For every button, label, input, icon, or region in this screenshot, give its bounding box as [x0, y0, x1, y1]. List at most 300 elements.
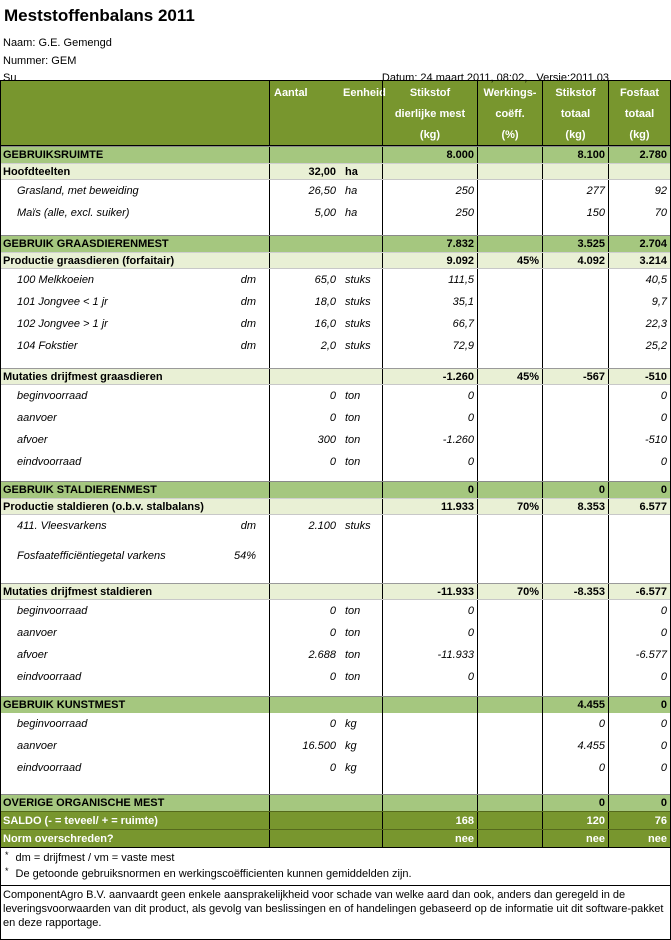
cell-eenheid: ton	[345, 456, 361, 468]
cell-label	[1, 482, 269, 498]
cell-stikstof-dierlijke-mest: 0	[382, 451, 477, 473]
cell-werkingscoeff	[477, 735, 542, 757]
cell-label	[1, 812, 269, 829]
table-row	[1, 335, 670, 357]
cell-werkingscoeff	[477, 757, 542, 779]
cell-stikstof-dierlijke-mest: 168	[382, 812, 477, 829]
cell-aantal	[269, 688, 339, 696]
cell-fosfaat-totaal: nee	[608, 830, 670, 847]
cell-werkingscoeff	[477, 622, 542, 644]
cell-stikstof-dierlijke-mest: 0	[382, 666, 477, 688]
cell-stikstof-dierlijke-mest	[382, 779, 477, 794]
cell-label	[1, 313, 269, 335]
cell-werkingscoeff	[477, 697, 542, 713]
table-row	[1, 252, 670, 269]
cell-stikstof-dierlijke-mest	[382, 515, 477, 537]
cell-aantal: 18,0	[269, 291, 339, 313]
cell-label	[1, 499, 269, 514]
cell-stikstof-dierlijke-mest: 111,5	[382, 269, 477, 291]
page-title: Meststoffenbalans 2011	[4, 6, 195, 25]
spacer-row	[1, 357, 670, 368]
row-label: GEBRUIKSRUIMTE	[3, 149, 104, 161]
cell-stikstof-totaal	[542, 666, 608, 688]
cell-werkingscoeff	[477, 269, 542, 291]
cell-eenheid: ha	[345, 207, 358, 219]
row-label: Hoofdteelten	[3, 165, 71, 178]
cell-fosfaat-totaal: 0	[608, 385, 670, 407]
cell-aantal	[269, 224, 339, 235]
row-label: Productie staldieren (o.b.v. stalbalans)	[3, 500, 204, 513]
table-row	[1, 583, 670, 600]
cell-aantal: 0	[269, 600, 339, 622]
table-row	[1, 794, 670, 811]
row-label: Fosfaatefficiëntiegetal varkens	[17, 550, 166, 562]
header-line: Stikstof	[555, 87, 596, 99]
header-line: Fosfaat	[619, 87, 660, 99]
table-row	[1, 407, 670, 429]
column-header-fosfaat-totaal	[608, 81, 670, 145]
cell-stikstof-dierlijke-mest	[382, 735, 477, 757]
row-label: afvoer	[17, 434, 48, 446]
cell-stikstof-dierlijke-mest: -1.260	[382, 369, 477, 384]
table-row	[1, 269, 670, 291]
cell-label	[1, 795, 269, 811]
cell-stikstof-totaal	[542, 515, 608, 537]
cell-fosfaat-totaal: -510	[608, 429, 670, 451]
cell-eenheid: stuks	[345, 520, 371, 532]
cell-fosfaat-totaal: 40,5	[608, 269, 670, 291]
cell-werkingscoeff: 45%	[477, 253, 542, 268]
cell-stikstof-dierlijke-mest	[382, 688, 477, 696]
cell-stikstof-totaal: 150	[542, 202, 608, 224]
cell-label	[1, 369, 269, 384]
column-header-stikstof-dierlijke-mest	[382, 81, 477, 145]
cell-fosfaat-totaal: 0	[608, 713, 670, 735]
name-label: Naam:	[3, 37, 36, 49]
cell-label	[1, 147, 269, 163]
cell-label	[1, 164, 269, 179]
cell-stikstof-totaal	[542, 269, 608, 291]
cell-stikstof-totaal	[542, 357, 608, 368]
table-row	[1, 696, 670, 713]
cell-stikstof-dierlijke-mest: 8.000	[382, 147, 477, 163]
cell-stikstof-dierlijke-mest	[382, 473, 477, 481]
cell-fosfaat-totaal	[608, 515, 670, 537]
cell-fosfaat-totaal: 0	[608, 697, 670, 713]
cell-label	[1, 666, 269, 688]
cell-fosfaat-totaal	[608, 164, 670, 179]
cell-eenheid	[339, 830, 382, 847]
table-row	[1, 498, 670, 515]
cell-aantal	[269, 253, 339, 268]
cell-fosfaat-totaal: 0	[608, 600, 670, 622]
column-header-label	[1, 81, 269, 145]
header-line: Werkings-	[483, 87, 537, 99]
cell-fosfaat-totaal: 0	[608, 666, 670, 688]
cell-label	[1, 357, 269, 368]
cell-fosfaat-totaal: 0	[608, 795, 670, 811]
cell-fosfaat-totaal	[608, 224, 670, 235]
cell-werkingscoeff	[477, 224, 542, 235]
cell-stikstof-totaal	[542, 600, 608, 622]
cell-werkingscoeff	[477, 451, 542, 473]
cell-fosfaat-totaal	[608, 473, 670, 481]
table-row	[1, 163, 670, 180]
cell-werkingscoeff	[477, 236, 542, 252]
footnote-text: De getoonde gebruiksnormen en werkingscoëfficienten kunnen gemiddelden zijn.	[15, 868, 412, 880]
cell-aantal: 300	[269, 429, 339, 451]
column-header-stikstof-totaal	[542, 81, 608, 145]
row-label: beginvoorraad	[17, 390, 88, 402]
dm-indicator: dm	[240, 274, 256, 286]
cell-stikstof-dierlijke-mest: 0	[382, 385, 477, 407]
cell-fosfaat-totaal: 0	[608, 407, 670, 429]
cell-stikstof-dierlijke-mest	[382, 164, 477, 179]
name-value: G.E. Gemengd	[38, 37, 112, 49]
cell-werkingscoeff: 45%	[477, 369, 542, 384]
cell-stikstof-totaal	[542, 567, 608, 583]
cell-eenheid	[339, 545, 382, 567]
cell-werkingscoeff	[477, 407, 542, 429]
cell-label	[1, 584, 269, 599]
table-row	[1, 146, 670, 163]
cell-werkingscoeff	[477, 482, 542, 498]
dm-indicator: 54%	[233, 550, 256, 562]
cell-eenheid: ton	[345, 434, 361, 446]
cell-eenheid	[339, 369, 382, 384]
cell-aantal: 0	[269, 385, 339, 407]
cell-eenheid	[339, 537, 382, 545]
table-row	[1, 600, 670, 622]
cell-stikstof-dierlijke-mest	[382, 357, 477, 368]
cell-label	[1, 779, 269, 794]
cell-aantal	[269, 779, 339, 794]
cell-aantal: 16,0	[269, 313, 339, 335]
cell-eenheid	[339, 567, 382, 583]
header-line: totaal	[624, 108, 655, 120]
cell-eenheid	[339, 812, 382, 829]
cell-stikstof-totaal: 4.455	[542, 735, 608, 757]
row-label: 411. Vleesvarkens	[17, 520, 107, 532]
cell-stikstof-totaal: 277	[542, 180, 608, 202]
cell-stikstof-totaal	[542, 164, 608, 179]
cell-stikstof-totaal	[542, 407, 608, 429]
cell-stikstof-dierlijke-mest	[382, 224, 477, 235]
cell-aantal: 0	[269, 713, 339, 735]
cell-fosfaat-totaal: -6.577	[608, 584, 670, 599]
cell-werkingscoeff	[477, 600, 542, 622]
cell-werkingscoeff: 70%	[477, 584, 542, 599]
cell-fosfaat-totaal: 0	[608, 757, 670, 779]
spacer-row	[1, 688, 670, 696]
cell-aantal: 2.100	[269, 515, 339, 537]
cell-werkingscoeff	[477, 202, 542, 224]
row-label: OVERIGE ORGANISCHE MEST	[3, 797, 165, 809]
cell-aantal	[269, 369, 339, 384]
row-label: aanvoer	[17, 627, 57, 639]
cell-werkingscoeff	[477, 666, 542, 688]
cell-aantal: 32,00	[269, 164, 339, 179]
cell-eenheid: stuks	[345, 296, 371, 308]
cell-stikstof-dierlijke-mest: -11.933	[382, 644, 477, 666]
cell-aantal: 2.688	[269, 644, 339, 666]
number-line	[3, 52, 671, 70]
cell-fosfaat-totaal: 70	[608, 202, 670, 224]
cell-eenheid	[339, 688, 382, 696]
table-row	[1, 313, 670, 335]
cell-stikstof-totaal: 8.353	[542, 499, 608, 514]
cell-eenheid	[339, 584, 382, 599]
cell-werkingscoeff	[477, 180, 542, 202]
cell-stikstof-totaal: -8.353	[542, 584, 608, 599]
cell-fosfaat-totaal: 9,7	[608, 291, 670, 313]
table-row	[1, 713, 670, 735]
cell-eenheid	[339, 473, 382, 481]
cell-fosfaat-totaal	[608, 567, 670, 583]
cell-fosfaat-totaal	[608, 688, 670, 696]
cell-aantal: 2,0	[269, 335, 339, 357]
table-row	[1, 180, 670, 202]
cell-eenheid	[339, 499, 382, 514]
cell-werkingscoeff	[477, 164, 542, 179]
cell-fosfaat-totaal	[608, 545, 670, 567]
su-label: Su	[3, 72, 17, 84]
cell-aantal: 0	[269, 451, 339, 473]
cell-aantal	[269, 482, 339, 498]
header-line: totaal	[560, 108, 591, 120]
table-row	[1, 757, 670, 779]
table-row	[1, 385, 670, 407]
table-row	[1, 451, 670, 473]
cell-fosfaat-totaal: 92	[608, 180, 670, 202]
cell-stikstof-totaal	[542, 224, 608, 235]
cell-stikstof-totaal	[542, 545, 608, 567]
table-row	[1, 829, 670, 847]
cell-stikstof-dierlijke-mest: -1.260	[382, 429, 477, 451]
dm-indicator: dm	[240, 520, 256, 532]
cell-aantal: 26,50	[269, 180, 339, 202]
table-row	[1, 545, 670, 567]
footnote-dm	[5, 851, 670, 867]
row-label: GEBRUIK STALDIERENMEST	[3, 484, 157, 496]
cell-aantal: 65,0	[269, 269, 339, 291]
cell-aantal: 0	[269, 622, 339, 644]
cell-stikstof-dierlijke-mest	[382, 795, 477, 811]
table-row	[1, 735, 670, 757]
spacer-row	[1, 567, 670, 583]
cell-werkingscoeff	[477, 335, 542, 357]
cell-stikstof-dierlijke-mest: 0	[382, 407, 477, 429]
cell-label	[1, 291, 269, 313]
cell-stikstof-dierlijke-mest: nee	[382, 830, 477, 847]
row-label: 100 Melkkoeien	[17, 274, 95, 286]
cell-eenheid	[339, 253, 382, 268]
cell-label	[1, 407, 269, 429]
cell-stikstof-totaal	[542, 451, 608, 473]
report-frame	[0, 80, 671, 940]
row-label: Maïs (alle, excl. suiker)	[17, 207, 130, 219]
table-row	[1, 644, 670, 666]
cell-aantal: 16.500	[269, 735, 339, 757]
footnote-norms	[5, 867, 670, 883]
cell-stikstof-totaal: 0	[542, 795, 608, 811]
cell-label	[1, 224, 269, 235]
cell-stikstof-dierlijke-mest	[382, 713, 477, 735]
row-label: 104 Fokstier	[17, 340, 78, 352]
row-label: eindvoorraad	[17, 671, 82, 683]
cell-eenheid	[339, 697, 382, 713]
table-row	[1, 811, 670, 829]
row-label: eindvoorraad	[17, 762, 82, 774]
cell-label	[1, 202, 269, 224]
cell-stikstof-totaal	[542, 779, 608, 794]
cell-aantal	[269, 545, 339, 567]
cell-stikstof-totaal: 0	[542, 482, 608, 498]
cell-aantal	[269, 697, 339, 713]
row-label: aanvoer	[17, 740, 57, 752]
cell-label	[1, 545, 269, 567]
cell-stikstof-totaal: 4.092	[542, 253, 608, 268]
cell-label	[1, 697, 269, 713]
cell-aantal	[269, 795, 339, 811]
header-line: Stikstof	[409, 87, 451, 99]
row-label: Mutaties drijfmest staldieren	[3, 585, 153, 598]
dm-indicator: dm	[240, 296, 256, 308]
cell-fosfaat-totaal: 0	[608, 735, 670, 757]
spacer-row	[1, 224, 670, 235]
table-row	[1, 368, 670, 385]
cell-stikstof-dierlijke-mest: 250	[382, 202, 477, 224]
header-line: (%)	[501, 129, 519, 141]
footnotes	[1, 848, 670, 885]
cell-werkingscoeff	[477, 429, 542, 451]
cell-fosfaat-totaal: 2.704	[608, 236, 670, 252]
cell-aantal	[269, 812, 339, 829]
cell-label	[1, 622, 269, 644]
table-row	[1, 515, 670, 537]
cell-eenheid: ha	[345, 185, 358, 197]
cell-aantal: 0	[269, 407, 339, 429]
cell-werkingscoeff	[477, 357, 542, 368]
cell-eenheid: ton	[345, 605, 361, 617]
column-header-aantal: Aantal	[269, 81, 339, 145]
cell-label	[1, 269, 269, 291]
row-label: 101 Jongvee < 1 jr	[17, 296, 108, 308]
cell-eenheid: ton	[345, 627, 361, 639]
cell-label	[1, 830, 269, 847]
cell-aantal	[269, 473, 339, 481]
cell-aantal	[269, 147, 339, 163]
cell-werkingscoeff	[477, 567, 542, 583]
cell-werkingscoeff	[477, 291, 542, 313]
cell-aantal	[269, 584, 339, 599]
cell-stikstof-dierlijke-mest: 0	[382, 622, 477, 644]
cell-aantal	[269, 567, 339, 583]
cell-label	[1, 600, 269, 622]
cell-fosfaat-totaal	[608, 357, 670, 368]
column-header-werkingscoeff	[477, 81, 542, 145]
cell-werkingscoeff	[477, 713, 542, 735]
cell-label	[1, 451, 269, 473]
cell-stikstof-totaal: 0	[542, 757, 608, 779]
cell-werkingscoeff	[477, 515, 542, 537]
cell-label	[1, 473, 269, 481]
report-header	[0, 0, 671, 84]
row-label: beginvoorraad	[17, 605, 88, 617]
table-row	[1, 429, 670, 451]
cell-eenheid: stuks	[345, 318, 371, 330]
cell-fosfaat-totaal: 25,2	[608, 335, 670, 357]
cell-werkingscoeff	[477, 313, 542, 335]
row-label: Norm overschreden?	[3, 832, 114, 845]
cell-stikstof-dierlijke-mest: -11.933	[382, 584, 477, 599]
cell-stikstof-dierlijke-mest	[382, 537, 477, 545]
spacer-row	[1, 537, 670, 545]
cell-werkingscoeff	[477, 812, 542, 829]
row-label: SALDO (- = teveel/ + = ruimte)	[3, 814, 158, 827]
row-label: 102 Jongvee > 1 jr	[17, 318, 108, 330]
cell-aantal	[269, 537, 339, 545]
cell-stikstof-totaal	[542, 473, 608, 481]
cell-stikstof-totaal	[542, 429, 608, 451]
cell-werkingscoeff	[477, 688, 542, 696]
cell-eenheid	[339, 236, 382, 252]
cell-eenheid: ha	[345, 165, 358, 178]
column-header-eenheid: Eenheid	[343, 87, 386, 99]
cell-werkingscoeff	[477, 473, 542, 481]
cell-label	[1, 515, 269, 537]
cell-fosfaat-totaal	[608, 779, 670, 794]
cell-label	[1, 735, 269, 757]
cell-aantal: 0	[269, 666, 339, 688]
row-label: eindvoorraad	[17, 456, 82, 468]
cell-eenheid: stuks	[345, 274, 371, 286]
disclaimer-text: ComponentAgro B.V. aanvaardt geen enkele aansprakelijkheid voor schade van welke aard dan ook, anders dan geregeld in de leveringsvoorwaarden van dit product, als gevolg van beslissingen en of handelingen gebaseerd op de informatie uit dit software-pakket en deze rapportage.	[1, 885, 670, 940]
table-row	[1, 291, 670, 313]
number-value: GEM	[51, 55, 77, 67]
row-label: Productie graasdieren (forfaitair)	[3, 254, 175, 267]
spacer-row	[1, 779, 670, 794]
dm-indicator: dm	[240, 340, 256, 352]
cell-stikstof-totaal: 3.525	[542, 236, 608, 252]
cell-stikstof-dierlijke-mest: 250	[382, 180, 477, 202]
cell-fosfaat-totaal: 76	[608, 812, 670, 829]
cell-stikstof-totaal: nee	[542, 830, 608, 847]
row-label: afvoer	[17, 649, 48, 661]
name-line	[3, 34, 671, 52]
cell-stikstof-dierlijke-mest	[382, 567, 477, 583]
cell-werkingscoeff	[477, 545, 542, 567]
cell-eenheid	[339, 795, 382, 811]
table-row	[1, 666, 670, 688]
cell-fosfaat-totaal: 0	[608, 622, 670, 644]
number-label: Nummer:	[3, 55, 49, 67]
header-line: (kg)	[419, 129, 441, 141]
row-label: GEBRUIK GRAASDIERENMEST	[3, 238, 169, 250]
cell-stikstof-totaal	[542, 622, 608, 644]
cell-aantal	[269, 830, 339, 847]
row-label: beginvoorraad	[17, 718, 88, 730]
cell-stikstof-dierlijke-mest: 0	[382, 600, 477, 622]
row-label: Grasland, met beweiding	[17, 185, 139, 197]
cell-eenheid	[339, 482, 382, 498]
cell-werkingscoeff	[477, 147, 542, 163]
table-row	[1, 622, 670, 644]
cell-label	[1, 757, 269, 779]
cell-fosfaat-totaal: 0	[608, 451, 670, 473]
cell-eenheid: kg	[345, 762, 357, 774]
cell-fosfaat-totaal: -510	[608, 369, 670, 384]
